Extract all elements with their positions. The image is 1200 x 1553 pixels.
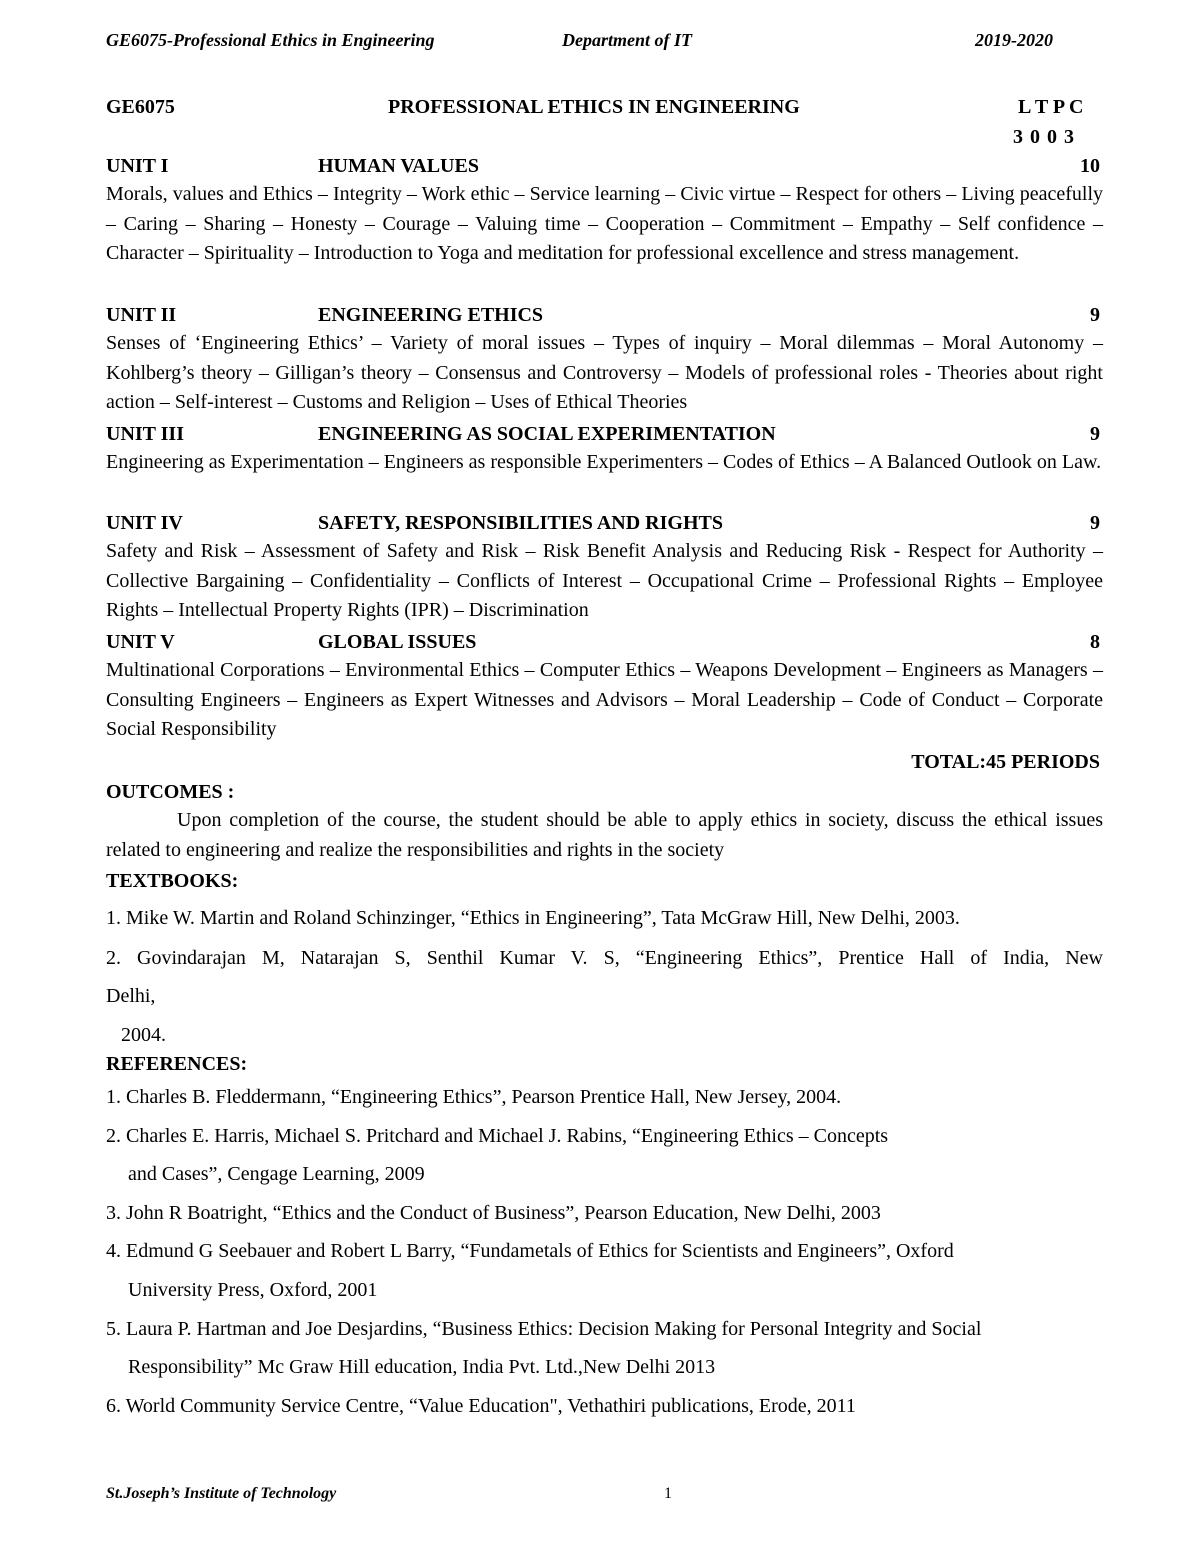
unit-hours: 9 — [1090, 423, 1100, 445]
references-heading: REFERENCES: — [106, 1053, 248, 1075]
ltpc-values: 3 0 0 3 — [1013, 126, 1074, 148]
reference-item: 5. Laura P. Hartman and Joe Desjardins, “Business Ethics: Decision Making for Personal Integrity and Social — [106, 1317, 982, 1340]
outcomes-text: Upon completion of the course, the student should be able to apply ethics in society, discuss the ethical issues related to engineering and realize the responsibilities and rights in the society — [106, 809, 1103, 861]
unit-hours: 8 — [1090, 631, 1100, 653]
reference-item: 1. Charles B. Fleddermann, “Engineering Ethics”, Pearson Prentice Hall, New Jersey, 2004. — [106, 1086, 842, 1108]
unit-content: Safety and Risk – Assessment of Safety and Risk – Risk Benefit Analysis and Reducing Risk - Respect for Authority – Collective Bargaining – Confidentiality – Conflicts of Interest – Occupational Crime – Professional Rights – Employee Rights – Intellectual Property Rights (IPR) – Discrimination — [106, 540, 1103, 622]
reference-list — [106, 1078, 1103, 1425]
unit-hours: 9 — [1090, 304, 1100, 326]
unit-heading — [106, 155, 1100, 181]
unit-number: UNIT III — [106, 423, 184, 445]
reference-item: 2. Charles E. Harris, Michael S. Pritchard and Michael J. Rabins, “Engineering Ethics – Concepts — [106, 1124, 889, 1147]
unit-number: UNIT IV — [106, 512, 183, 534]
ltpc-label: L T P C — [1018, 96, 1084, 118]
unit-number: UNIT V — [106, 631, 175, 653]
course-title: PROFESSIONAL ETHICS IN ENGINEERING — [388, 96, 800, 118]
footer-institute: St.Joseph’s Institute of Technology — [106, 1485, 337, 1502]
reference-item-cont: University Press, Oxford, 2001 — [128, 1278, 378, 1301]
textbook-item-cont: Delhi, — [106, 985, 156, 1007]
unit-number: UNIT II — [106, 304, 177, 326]
unit-hours: 10 — [1080, 155, 1100, 177]
outcomes-heading: OUTCOMES : — [106, 781, 235, 803]
unit-hours: 9 — [1090, 512, 1100, 534]
reference-item: 4. Edmund G Seebauer and Robert L Barry, “Fundametals of Ethics for Scientists and Engineers”, Oxford — [106, 1240, 954, 1263]
reference-item: 3. John R Boatright, “Ethics and the Conduct of Business”, Pearson Education, New Delhi, 2003 — [106, 1201, 881, 1224]
unit-title: GLOBAL ISSUES — [318, 631, 477, 653]
unit-content: Multinational Corporations – Environmental Ethics – Computer Ethics – Weapons Development – Engineers as Managers – Consulting Engineers – Engineers as Expert Witnesses and Advisors – Moral Leadership – Code of Conduct – Corporate Social Responsibility — [106, 659, 1103, 741]
textbooks-heading: TEXTBOOKS: — [106, 870, 239, 892]
unit-content: Morals, values and Ethics – Integrity – Work ethic – Service learning – Civic virtue – Respect for others – Living peacefully – Caring – Sharing – Honesty – Courage – Valuing time – Cooperation – Commitment – Empathy – Self confidence – Character – Spirituality – Introduction to Yoga and meditation for professional excellence and stress management. — [106, 183, 1103, 265]
total-periods: TOTAL:45 PERIODS — [911, 751, 1100, 773]
course-code: GE6075 — [106, 96, 175, 118]
page-number: 1 — [664, 1485, 672, 1502]
unit-heading — [106, 512, 1100, 538]
unit-content: Senses of ‘Engineering Ethics’ – Variety of moral issues – Types of inquiry – Moral dilemmas – Moral Autonomy – Kohlberg’s theory – Gilligan’s theory – Consensus and Controversy – Models of professional roles - Theories about right action – Self-interest – Customs and Religion – Uses of Ethical Theories — [106, 332, 1103, 414]
header-department: Department of IT — [562, 30, 692, 50]
unit-number: UNIT I — [106, 155, 169, 177]
reference-item: 6. World Community Service Centre, “Value Education", Vethathiri publications, Erode, 2011 — [106, 1394, 856, 1417]
unit-title: ENGINEERING AS SOCIAL EXPERIMENTATION — [318, 423, 776, 445]
reference-item-cont: Responsibility” Mc Graw Hill education, India Pvt. Ltd.,New Delhi 2013 — [128, 1356, 716, 1379]
textbook-item-cont: 2004. — [121, 1024, 166, 1046]
header-course: GE6075-Professional Ethics in Engineering — [106, 30, 435, 50]
unit-title: SAFETY, RESPONSIBILITIES AND RIGHTS — [318, 512, 723, 534]
unit-heading — [106, 304, 1100, 330]
textbook-item: 2. Govindarajan M, Natarajan S, Senthil Kumar V. S, “Engineering Ethics”, Prentice Hall of India, New — [106, 947, 1103, 969]
header-year: 2019-2020 — [975, 30, 1053, 50]
unit-title: HUMAN VALUES — [318, 155, 479, 177]
unit-heading — [106, 631, 1100, 657]
reference-item-cont: and Cases”, Cengage Learning, 2009 — [128, 1163, 425, 1186]
textbook-item: 1. Mike W. Martin and Roland Schinzinger, “Ethics in Engineering”, Tata McGraw Hill, New Delhi, 2003. — [106, 907, 960, 929]
unit-heading — [106, 423, 1100, 449]
unit-content: Engineering as Experimentation – Engineers as responsible Experimenters – Codes of Ethics – A Balanced Outlook on Law. — [106, 451, 1102, 473]
unit-title: ENGINEERING ETHICS — [318, 304, 544, 326]
